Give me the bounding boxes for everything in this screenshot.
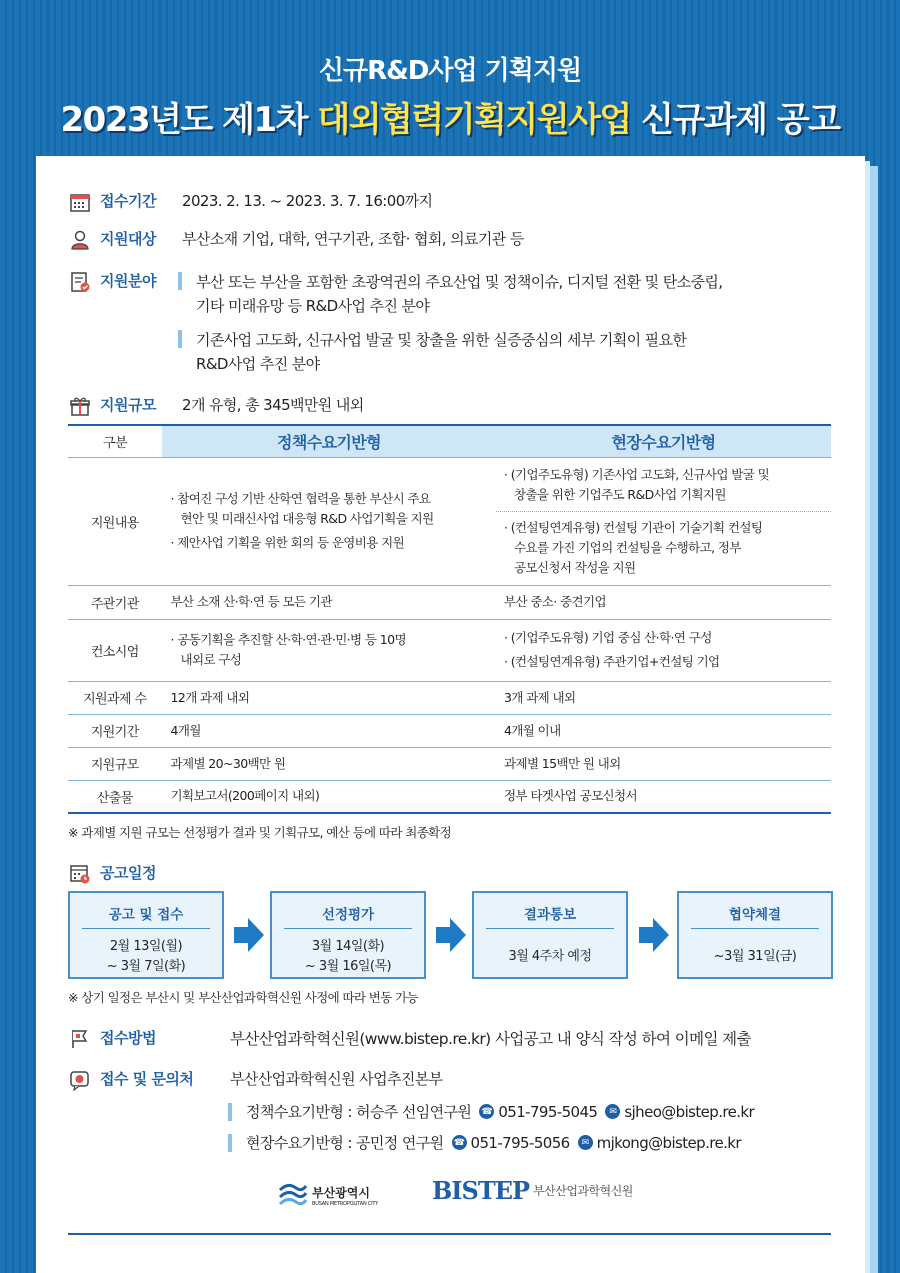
bistep-mark: BISTEP [432, 1176, 530, 1205]
cell-line: 현안 및 미래신사업 대응형 R&D 사업기획을 지원 [180, 511, 434, 526]
cell-line: 공모신청서 작성을 지원 [514, 559, 636, 575]
cell-line: · (기업주도유형) 기존사업 고도화, 신규사업 발굴 및 [504, 466, 770, 482]
field-item-line: 기타 미래유망 등 R&D사업 추진 분야 [196, 297, 430, 315]
document-check-icon [68, 270, 92, 294]
row-label: 지원기간 [68, 714, 162, 747]
email-icon: ✉ [578, 1135, 593, 1150]
table-row [68, 714, 831, 747]
row-label: 산출물 [68, 780, 162, 813]
contact-person [228, 1132, 754, 1153]
period-value: 2023. 2. 13. ~ 2023. 3. 7. 16:00까지 [182, 192, 433, 210]
contact-phone[interactable]: 051-795-5056 [470, 1133, 570, 1152]
table-row [68, 585, 831, 619]
schedule-step [68, 891, 224, 979]
field-subcell [496, 459, 831, 511]
cell-line: · 참여진 구성 기반 산학연 협력을 통한 부산시 주요 [170, 491, 431, 506]
step-title: 공고 및 접수 [82, 903, 210, 929]
scale-value: 2개 유형, 총 345백만원 내외 [182, 396, 364, 414]
field-item-bar [178, 272, 182, 290]
policy-cell [162, 457, 496, 585]
busan-logo [278, 1182, 378, 1208]
calendar-clock-icon [68, 862, 92, 886]
field-item-line: R&D사업 추진 분야 [196, 355, 320, 373]
table-note: ※ 과제별 지원 규모는 선정평가 결과 및 기획규모, 예산 등에 따라 최종확정 [68, 825, 452, 840]
field-list [178, 270, 838, 386]
arrow-right-icon [234, 918, 264, 952]
method-label: 접수방법 [100, 1029, 156, 1047]
email-icon: ✉ [605, 1104, 620, 1119]
field-item [178, 270, 838, 318]
bistep-logo [432, 1176, 633, 1205]
step-date: ~ 3월 7일(화) [106, 959, 186, 974]
row-label: 주관기관 [68, 585, 162, 619]
busan-name: 부산광역시 [312, 1185, 370, 1200]
field-cell: 3개 과제 내외 [496, 681, 831, 714]
field-cell: 정부 타겟사업 공모신청서 [496, 780, 831, 813]
target-label: 지원대상 [100, 230, 156, 248]
arrow-right-icon [436, 918, 466, 952]
logos [0, 1172, 900, 1222]
field-cell: 4개월 이내 [496, 714, 831, 747]
schedule-step [270, 891, 426, 979]
title-highlight: 대외협력기획지원사업 [317, 100, 631, 140]
arrow-right-icon [639, 918, 669, 952]
contact-person-type: 현장수요기반형 : 공민정 연구원 [246, 1134, 444, 1152]
calendar-icon [68, 190, 92, 214]
phone-chat-icon [68, 1068, 92, 1092]
contact-phone[interactable]: 051-795-5045 [498, 1102, 598, 1121]
policy-cell: 부산 소재 산·학·연 등 모든 기관 [162, 585, 496, 619]
step-date: 3월 4주차 예정 [508, 949, 592, 964]
table-header-category: 구분 [68, 425, 162, 457]
contact-list [228, 1101, 754, 1153]
cell-line: · 제안사업 기획을 위한 회의 등 운영비용 지원 [170, 535, 405, 550]
cell-line: · (컨설팅연계유형) 컨설팅 기관이 기술기획 컨설팅 [504, 519, 763, 535]
step-title: 결과통보 [486, 903, 614, 929]
contact-person [228, 1101, 754, 1122]
table-header-policy: 정책수요기반형 [162, 425, 496, 457]
step-date: 3월 14일(화) [311, 939, 385, 954]
busan-name-en: BUSAN METROPOLITAN CITY [312, 1200, 379, 1207]
cell-line: · (컨설팅연계유형) 주관기업+컨설팅 기업 [504, 654, 720, 669]
cell-line: · (기업주도유형) 기업 중심 산·학·연 구성 [504, 630, 712, 645]
field-cell [496, 619, 831, 681]
table-row [68, 780, 831, 813]
contact-row [68, 1068, 443, 1092]
period-row [68, 190, 432, 214]
phone-icon: ☎ [452, 1135, 467, 1150]
policy-cell: 4개월 [162, 714, 496, 747]
cell-line: · 공동기획을 추진할 산·학·연·관·민·병 등 10명 [170, 632, 406, 647]
policy-cell: 과제별 20~30백만 원 [162, 747, 496, 780]
field-item-line: 부산 또는 부산을 포함한 초광역권의 주요산업 및 정책이슈, 디지털 전환 및 탄소중립, [196, 273, 723, 291]
policy-cell [162, 619, 496, 681]
field-item-bar [178, 330, 182, 348]
contact-bar [228, 1134, 232, 1152]
field-item [178, 328, 838, 376]
flag-icon [68, 1027, 92, 1051]
field-cell [496, 457, 831, 585]
period-label: 접수기간 [100, 192, 156, 210]
contact-org: 부산산업과학혁신원 사업추진본부 [230, 1070, 443, 1088]
field-subcell [496, 511, 831, 584]
field-item-line: 기존사업 고도화, 신규사업 발굴 및 창출을 위한 실증중심의 세부 기획이 필요한 [196, 331, 687, 349]
poster-subtitle: 신규R&D사업 기획지원 [318, 56, 582, 86]
schedule-label: 공고일정 [100, 864, 156, 882]
step-date: ~ 3월 16일(목) [304, 959, 392, 974]
field-cell: 과제별 15백만 원 내외 [496, 747, 831, 780]
title-prefix: 2023년도 제1차 [60, 100, 318, 140]
poster-title [0, 92, 900, 141]
cell-line: 창출을 위한 기업주도 R&D사업 기획지원 [514, 486, 726, 502]
scale-row [68, 394, 364, 418]
row-label: 지원규모 [68, 747, 162, 780]
policy-cell: 기획보고서(200페이지 내외) [162, 780, 496, 813]
schedule-row [68, 862, 156, 886]
busan-wave-icon [278, 1182, 308, 1208]
row-label: 지원과제 수 [68, 681, 162, 714]
step-title: 선정평가 [284, 903, 412, 929]
table-row [68, 619, 831, 681]
step-date: 2월 13일(월) [109, 939, 183, 954]
title-suffix: 신규과제 공고 [630, 100, 840, 140]
method-value: 부산산업과학혁신원(www.bistep.re.kr) 사업공고 내 양식 작성 하여 이메일 제출 [230, 1030, 751, 1048]
field-row [68, 270, 182, 294]
schedule-step [472, 891, 628, 979]
cell-line: 수요를 가진 기업의 컨설팅을 수행하고, 정부 [514, 539, 741, 555]
contact-bar [228, 1103, 232, 1121]
poster-header [0, 0, 900, 150]
gift-icon [68, 394, 92, 418]
contact-label: 접수 및 문의처 [100, 1070, 194, 1088]
policy-cell: 12개 과제 내외 [162, 681, 496, 714]
field-label: 지원분야 [100, 272, 156, 290]
method-row [68, 1027, 751, 1051]
table-row [68, 457, 831, 585]
target-row [68, 228, 524, 252]
step-date: ~3월 31일(금) [713, 949, 797, 964]
contact-person-type: 정책수요기반형 : 허승주 선임연구원 [246, 1103, 472, 1121]
target-value: 부산소재 기업, 대학, 연구기관, 조합· 협회, 의료기관 등 [182, 230, 524, 248]
table-row [68, 747, 831, 780]
support-table [68, 424, 831, 814]
phone-icon: ☎ [479, 1104, 494, 1119]
step-title: 협약체결 [691, 903, 819, 929]
row-label: 지원내용 [68, 457, 162, 585]
table-row [68, 681, 831, 714]
schedule-note: ※ 상기 일정은 부산시 및 부산산업과학혁신원 사정에 따라 변동 가능 [68, 990, 419, 1005]
table-header-field: 현장수요기반형 [496, 425, 831, 457]
row-label: 컨소시엄 [68, 619, 162, 681]
bistep-name: 부산산업과학혁신원 [533, 1184, 633, 1198]
contact-email[interactable]: mjkong@bistep.re.kr [596, 1133, 741, 1152]
field-cell: 부산 중소· 중견기업 [496, 585, 831, 619]
schedule-step [677, 891, 833, 979]
table-header-row [68, 425, 831, 457]
person-icon [68, 228, 92, 252]
bottom-divider [68, 1233, 831, 1235]
contact-email[interactable]: sjheo@bistep.re.kr [624, 1102, 755, 1121]
cell-line: 내외로 구성 [180, 652, 242, 667]
scale-label: 지원규모 [100, 396, 156, 414]
